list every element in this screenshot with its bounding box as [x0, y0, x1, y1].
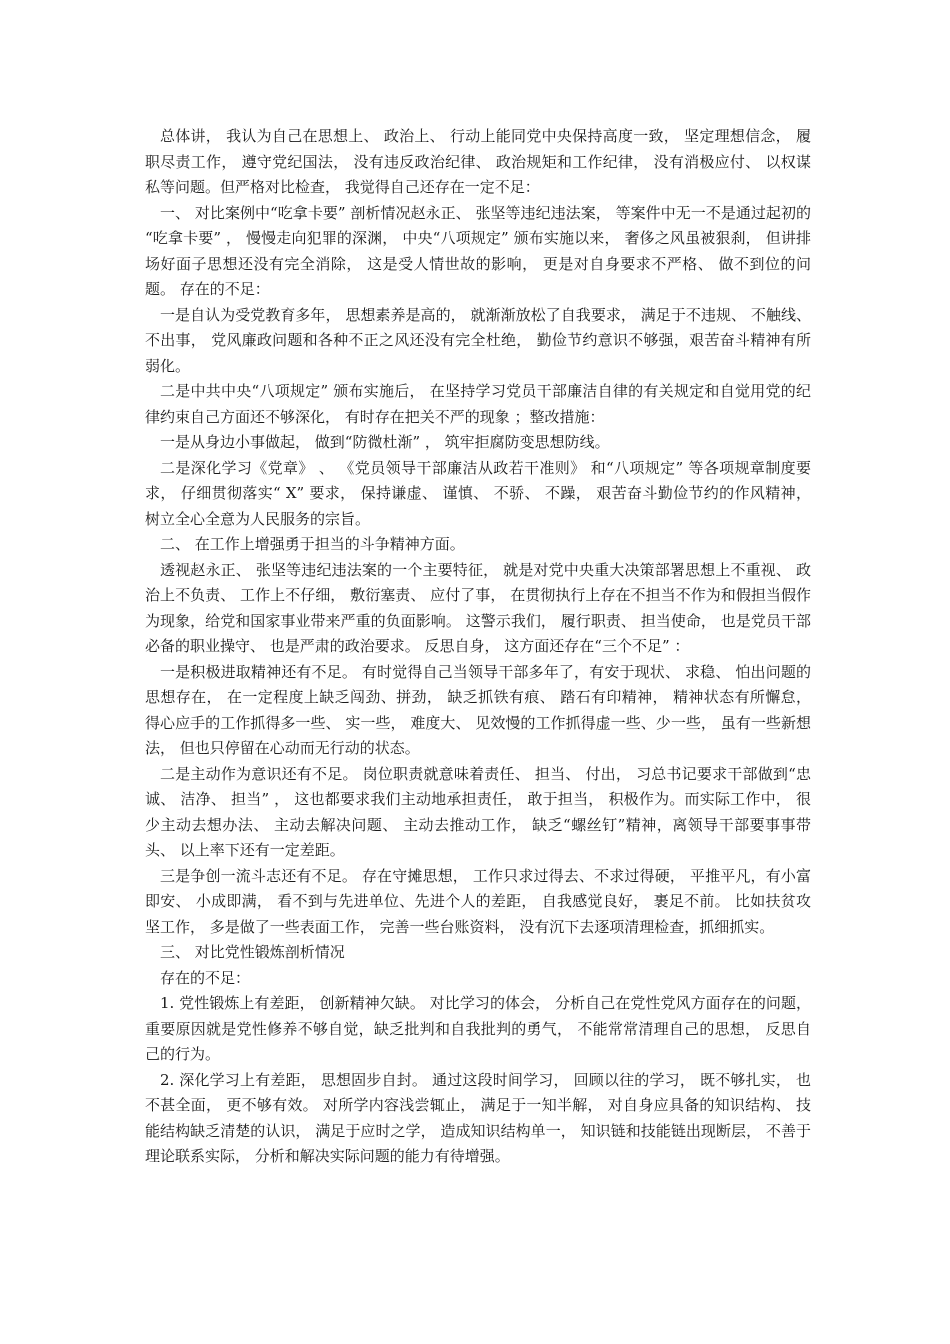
paragraph-deficiency-three: 三是争创一流斗志还有不足。 存在守摊思想， 工作只求过得去、不求过得硬， 平推平凡，有小富即安、 小成即满， 看不到与先进单位、先进个人的差距， 自我感觉良好， 裹足不前。 比如扶贫攻坚工作， 多是做了一些表面工作， 完善一些台账资料， 没有沉下去逐项清理检查，抓细抓实。 [145, 866, 811, 936]
paragraph-deficiency-one: 一是积极进取精神还有不足。 有时觉得自己当领导干部多年了，有安于现状、 求稳、 怕出问题的思想存在， 在一定程度上缺乏闯劲、拼劲， 缺乏抓铁有痕、 踏石有印精神， 精神状态有所懈怠， 得心应手的工作抓得多一些、 实一些， 难度大、 见效慢的工作抓得虚一些、少一些， 虽有一些新想法， 但也只停留在心动而无行动的状态。 [145, 662, 811, 757]
paragraph-shortcoming-two: 二是中共中央“八项规定” 颁布实施后， 在坚持学习党员干部廉洁自律的有关规定和自觉用党的纪律约束自己方面还不够深化， 有时存在把关不严的现象 ；整改措施： [145, 382, 811, 426]
paragraph-measure-one: 一是从身边小事做起， 做到“防微杜渐” ， 筑牢拒腐防变思想防线。 [160, 433, 610, 451]
paragraph-section-two-heading: 二、 在工作上增强勇于担当的斗争精神方面。 [160, 535, 465, 553]
paragraph-section-three-subheading: 存在的不足： [160, 968, 251, 987]
paragraph-point-one: 1. 党性锻炼上有差距， 创新精神欠缺。 对比学习的体会， 分析自己在党性党风方面存在的问题， 重要原因就是党性修养不够自觉，缺乏批判和自我批判的勇气， 不能常常清理自己的思想， 反思自己的行为。 [145, 994, 811, 1063]
paragraph-summary: 总体讲， 我认为自己在思想上、 政治上、 行动上能同党中央保持高度一致， 坚定理想信念， 履职尽责工作， 遵守党纪国法， 没有违反政治纪律、 政治规矩和工作纪律， 没有消极应付、 以权谋私等问题。但严格对比检查， 我觉得自己还存在一定不足： [145, 127, 811, 196]
document-body [145, 124, 811, 1170]
paragraph-shortcoming-one: 一是自认为受党教育多年， 思想素养是高的， 就渐渐放松了自我要求， 满足于不违规、 不触线、 不出事， 党风廉政问题和各种不正之风还没有完全杜绝， 勤俭节约意识不够强，艰苦奋斗精神有所弱化。 [145, 305, 811, 375]
paragraph-deficiency-two: 二是主动作为意识还有不足。 岗位职责就意味着责任、 担当、 付出， 习总书记要求干部做到“忠诚、 洁净、 担当” ， 这也都要求我们主动地承担责任， 敢于担当， 积极作为。而实际工作中， 很少主动去想办法、 主动去解决问题、 主动去推动工作， 缺乏“螺丝钉”精神，离领导干部要事事带头、 以上率下还有一定差距。 [145, 764, 811, 859]
paragraph-measure-two: 二是深化学习《党章》 、 《党员领导干部廉洁从政若干准则》 和“八项规定” 等各项规章制度要求， 仔细贯彻落实“ X” 要求， 保持谦虚、 谨慎、 不骄、 不躁， 艰苦奋斗勤俭节约的作风精神， 树立全心全意为人民服务的宗旨。 [145, 458, 811, 528]
paragraph-point-two: 2. 深化学习上有差距， 思想固步自封。 通过这段时间学习， 回顾以往的学习， 既不够扎实， 也不甚全面， 更不够有效。 对所学内容浅尝辄止， 满足于一知半解， 对自身应具备的知识结构、 技能结构缺乏清楚的认识， 满足于应时之学， 造成知识结构单一， 知识链和技能链出现断层， 不善于理论联系实际， 分析和解决实际问题的能力有待增强。 [145, 1070, 811, 1165]
paragraph-section-two-intro: 透视赵永正、 张坚等违纪违法案的一个主要特征， 就是对党中央重大决策部署思想上不重视、 政治上不负责、 工作上不仔细， 敷衍塞责、 应付了事， 在贯彻执行上存在不担当不作为和假担当假作为现象，给党和国家事业带来严重的负面影响。 这警示我们， 履行职责、 担当使命， 也是党员干部必备的职业操守、 也是严肃的政治要求。 反思自身， 这方面还存在“三个不足” ： [145, 560, 811, 655]
paragraph-section-three-heading: 三、 对比党性锻炼剖析情况 [160, 943, 345, 961]
paragraph-section-one-heading: 一、 对比案例中“吃拿卡要” 剖析情况赵永正、 张坚等违纪违法案， 等案件中无一不是通过起初的 “吃拿卡要” ， 慢慢走向犯罪的深渊， 中央“八项规定” 颁布实施以来， 奢侈之风虽被狠刹， 但讲排场好面子思想还没有完全消除， 这是受人情世故的影响， 更是对自身要求不严格、 做不到位的问题。 存在的不足： [145, 203, 811, 298]
